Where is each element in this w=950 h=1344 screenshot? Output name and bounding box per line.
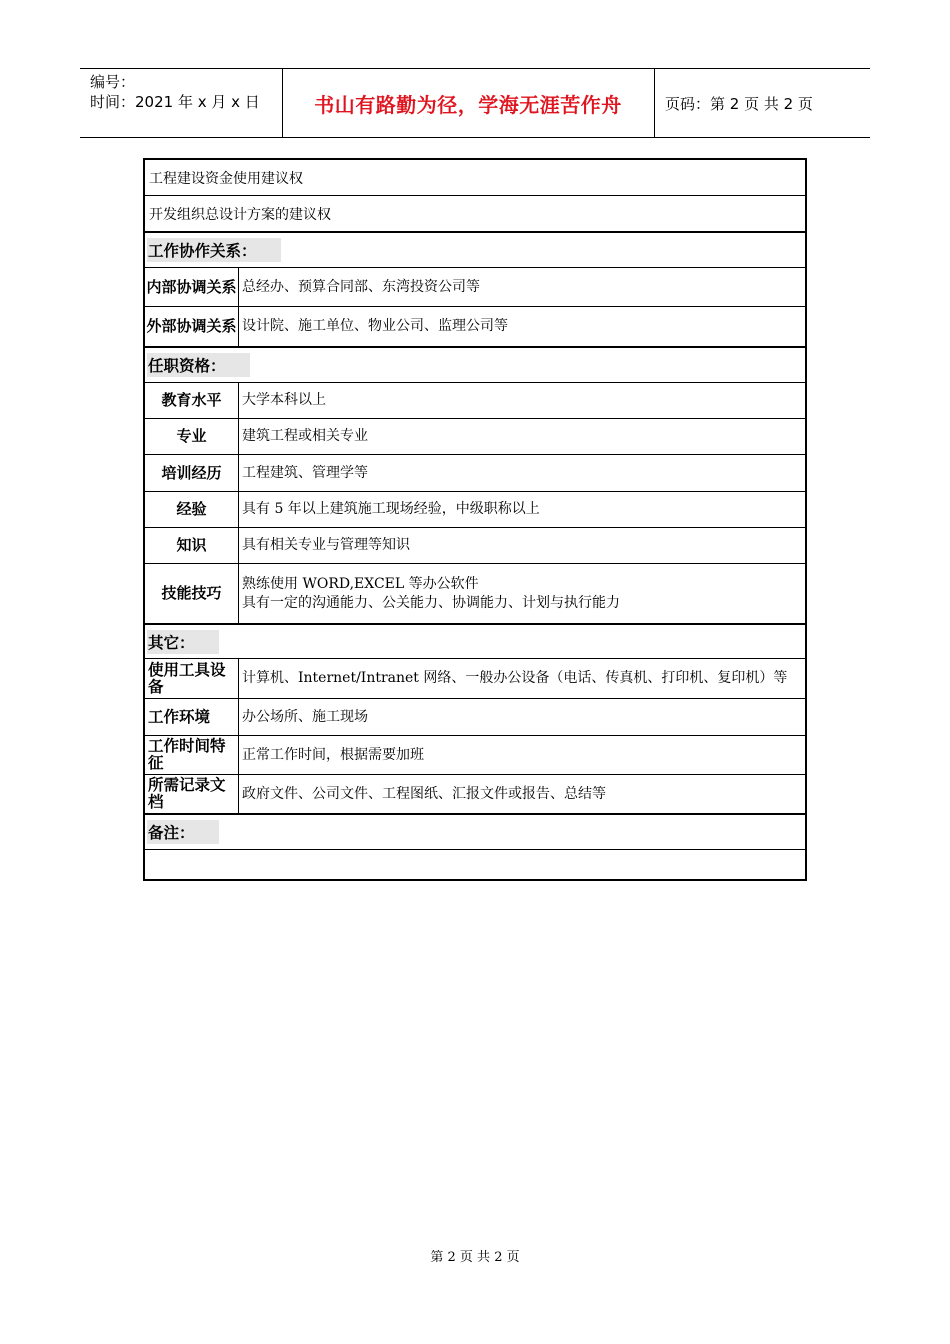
header-page-info: 页码：第 2 页 共 2 页 xyxy=(665,94,813,113)
header-page-cell xyxy=(655,69,870,137)
row-label: 内部协调关系 xyxy=(145,268,239,306)
row-value: 总经办、预算合同部、东湾投资公司等 xyxy=(242,278,480,295)
section-title: 工作协作关系： xyxy=(147,238,281,262)
table-row xyxy=(145,659,805,699)
row-label: 工作时间特征 xyxy=(145,736,239,774)
header-motto: 书山有路勤为径，学海无涯苦作舟 xyxy=(314,92,622,117)
table-row xyxy=(145,383,805,419)
row-value: 具有 5 年以上建筑施工现场经验，中级职称以上 xyxy=(242,501,540,517)
row-value xyxy=(242,564,801,623)
section-header-qualifications xyxy=(145,348,805,383)
row-value: 办公场所、施工现场 xyxy=(242,708,368,725)
remarks-row xyxy=(145,850,805,879)
authority-item: 开发组织总设计方案的建议权 xyxy=(149,206,331,223)
table-row xyxy=(145,419,805,455)
row-value-line: 熟练使用 WORD,EXCEL 等办公软件 xyxy=(242,575,479,592)
row-label: 使用工具设备 xyxy=(145,659,239,698)
row-value: 正常工作时间，根据需要加班 xyxy=(242,746,424,763)
row-value: 具有相关专业与管理等知识 xyxy=(242,537,410,553)
section-title: 备注： xyxy=(147,820,219,844)
header-meta xyxy=(80,69,283,137)
row-label: 知识 xyxy=(145,528,239,563)
table-row xyxy=(145,699,805,736)
table-row xyxy=(145,268,805,307)
table-row xyxy=(145,492,805,528)
table-row xyxy=(145,736,805,775)
table-row xyxy=(145,160,805,196)
section-header-other xyxy=(145,625,805,659)
row-label: 工作环境 xyxy=(145,699,239,735)
page-footer: 第 2 页 共 2 页 xyxy=(430,1250,520,1265)
row-label: 培训经历 xyxy=(145,455,239,491)
page-header xyxy=(80,68,870,138)
table-row xyxy=(145,307,805,348)
row-value: 计算机、Internet/Intranet 网络、一般办公设备（电话、传真机、打印机、复印机）等 xyxy=(242,670,788,686)
row-value: 工程建筑、管理学等 xyxy=(242,464,368,481)
section-title: 任职资格： xyxy=(147,353,250,377)
job-description-table xyxy=(143,158,807,881)
table-row xyxy=(145,528,805,564)
table-row xyxy=(145,564,805,625)
doc-time-label: 时间：2021 年 x 月 x 日 xyxy=(90,93,260,111)
section-title: 其它： xyxy=(147,630,219,654)
row-label: 经验 xyxy=(145,492,239,527)
row-label: 所需记录文档 xyxy=(145,775,239,813)
table-row xyxy=(145,196,805,233)
table-row xyxy=(145,775,805,815)
authority-item: 工程建设资金使用建议权 xyxy=(149,170,303,187)
row-label: 技能技巧 xyxy=(145,564,239,623)
row-value: 大学本科以上 xyxy=(242,392,326,408)
row-label: 外部协调关系 xyxy=(145,307,239,346)
row-value: 建筑工程或相关专业 xyxy=(242,428,368,444)
section-header-remarks xyxy=(145,815,805,850)
table-row xyxy=(145,455,805,492)
row-label: 教育水平 xyxy=(145,383,239,418)
row-value: 政府文件、公司文件、工程图纸、汇报文件或报告、总结等 xyxy=(242,785,606,802)
doc-number-label: 编号： xyxy=(90,73,136,91)
row-value: 设计院、施工单位、物业公司、监理公司等 xyxy=(242,318,508,334)
row-label: 专业 xyxy=(145,419,239,454)
header-motto-cell xyxy=(282,69,655,137)
row-value-line: 具有一定的沟通能力、公关能力、协调能力、计划与执行能力 xyxy=(242,594,620,611)
section-header-collab xyxy=(145,233,805,268)
